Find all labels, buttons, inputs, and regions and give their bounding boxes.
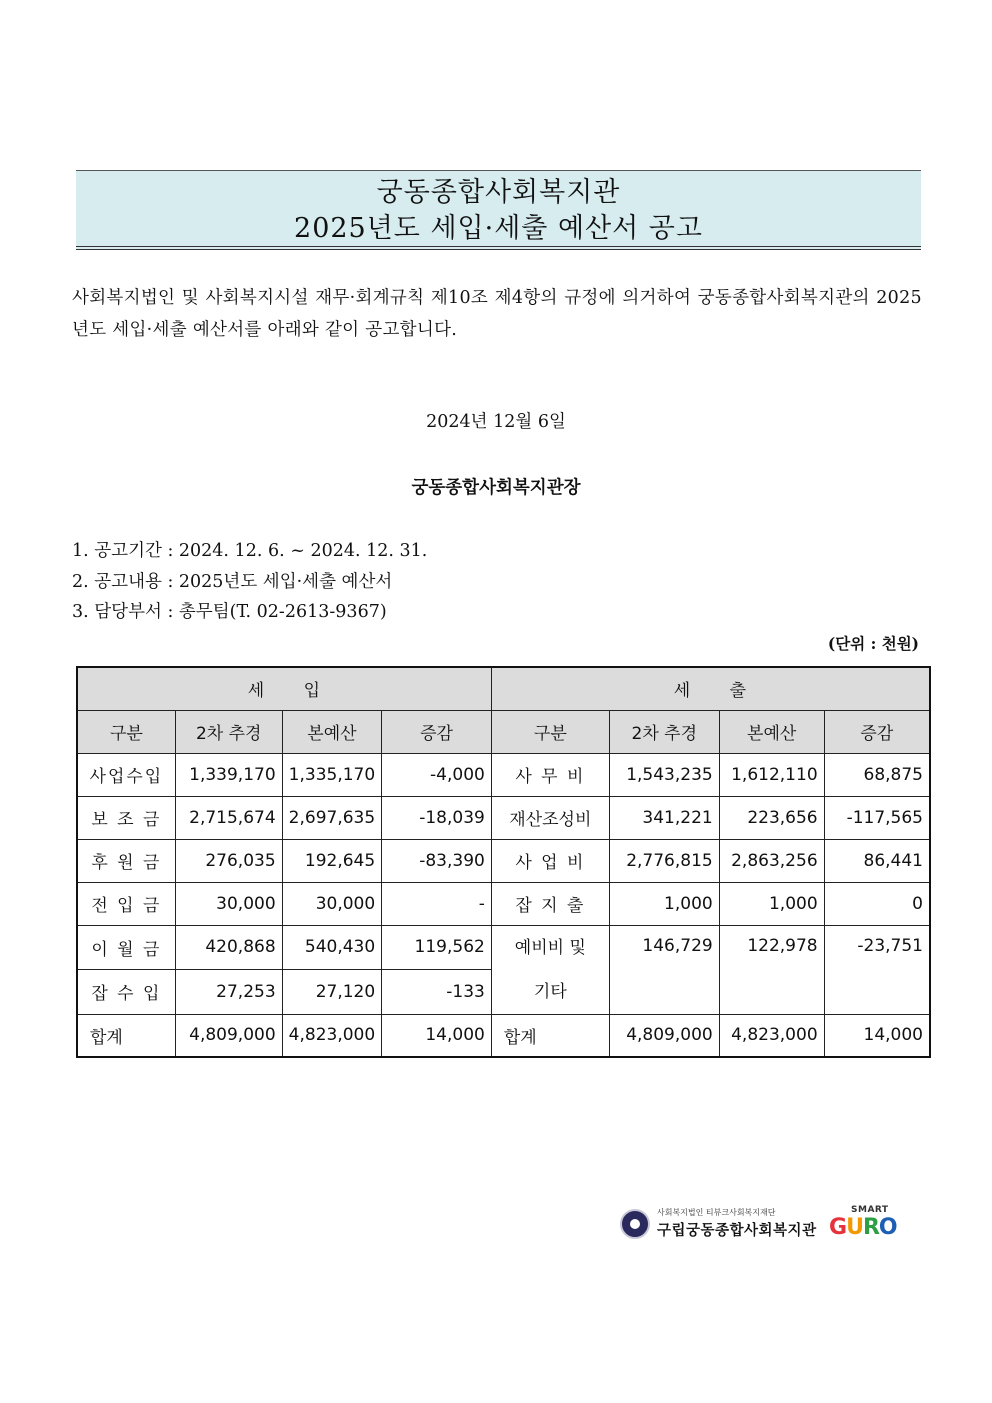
- col-income-diff: 증감: [382, 710, 492, 753]
- item-department: 3. 담당부서 : 총무팀(T. 02-2613-9367): [72, 602, 387, 622]
- income-diff: -18,039: [382, 796, 492, 839]
- income-diff: -83,390: [382, 839, 492, 882]
- table-row: [77, 882, 930, 925]
- announcement-date: 2024년 12월 6일: [426, 412, 566, 432]
- col-income-original: 본예산: [282, 710, 382, 753]
- total-row: [77, 1014, 930, 1057]
- income-original: 30,000: [282, 882, 382, 925]
- income-diff: -133: [382, 970, 492, 1015]
- budget-table: [76, 666, 931, 1058]
- expense-diff: 68,875: [824, 753, 930, 796]
- organization-logo: [620, 1205, 895, 1245]
- expense-original: 122,978: [719, 925, 824, 1014]
- expense-diff: -117,565: [824, 796, 930, 839]
- logo-guro-text: [829, 1215, 897, 1240]
- income-original: 1,335,170: [282, 753, 382, 796]
- intro-paragraph: 사회복지법인 및 사회복지시설 재무·회계규칙 제10조 제4항의 규정에 의거하여 궁동종합사회복지관의 2025년도 세입·세출 예산서를 아래와 같이 공고합니다.: [72, 288, 922, 340]
- expense-original: 1,612,110: [719, 753, 824, 796]
- expense-revised: 2,776,815: [609, 839, 719, 882]
- logo-guro-letter: O: [878, 1215, 897, 1240]
- table-row: [77, 839, 930, 882]
- logo-guro-letter: U: [846, 1215, 863, 1240]
- expense-total-revised: 4,809,000: [609, 1014, 719, 1057]
- income-revised: 30,000: [175, 882, 282, 925]
- title-box: [76, 170, 921, 250]
- logo-foundation-text: 사회복지법인 티뷰크사회복지재단: [657, 1208, 776, 1217]
- title-main: 2025년도 세입·세출 예산서 공고: [294, 213, 703, 244]
- income-original: 2,697,635: [282, 796, 382, 839]
- expense-label: 사 무 비: [491, 753, 609, 796]
- income-original: 540,430: [282, 925, 382, 970]
- foundation-seal-icon: [620, 1209, 650, 1239]
- expense-original: 223,656: [719, 796, 824, 839]
- income-total-revised: 4,809,000: [175, 1014, 282, 1057]
- logo-smart-text: SMART: [851, 1205, 889, 1215]
- logo-guro-letter: G: [829, 1215, 847, 1240]
- income-label: 사업수입: [77, 753, 175, 796]
- col-expense-original: 본예산: [719, 710, 824, 753]
- expense-label: 사 업 비: [491, 839, 609, 882]
- expense-diff: -23,751: [824, 925, 930, 1014]
- income-revised: 2,715,674: [175, 796, 282, 839]
- expense-total-diff: 14,000: [824, 1014, 930, 1057]
- logo-guro-letter: R: [862, 1215, 879, 1240]
- income-total-original: 4,823,000: [282, 1014, 382, 1057]
- expense-total-label: 합계: [491, 1014, 609, 1057]
- col-expense-category: 구분: [491, 710, 609, 753]
- income-revised: 1,339,170: [175, 753, 282, 796]
- col-expense-diff: 증감: [824, 710, 930, 753]
- income-label: 보 조 금: [77, 796, 175, 839]
- expense-revised: 146,729: [609, 925, 719, 1014]
- expense-diff: 0: [824, 882, 930, 925]
- table-row: [77, 925, 930, 970]
- col-expense-revised: 2차 추경: [609, 710, 719, 753]
- expense-label: 잡 지 출: [491, 882, 609, 925]
- table-row: [77, 796, 930, 839]
- income-revised: 276,035: [175, 839, 282, 882]
- income-diff: -4,000: [382, 753, 492, 796]
- income-header: 세 입: [77, 667, 491, 710]
- income-diff: -: [382, 882, 492, 925]
- expense-label-reserve-b: 기타: [533, 981, 567, 1002]
- expense-label-reserve: [491, 925, 609, 1014]
- income-revised: 420,868: [175, 925, 282, 970]
- income-original: 192,645: [282, 839, 382, 882]
- income-revised: 27,253: [175, 970, 282, 1015]
- income-original: 27,120: [282, 970, 382, 1015]
- table-row: [77, 753, 930, 796]
- income-total-label: 합계: [77, 1014, 175, 1057]
- income-total-diff: 14,000: [382, 1014, 492, 1057]
- expense-revised: 1,543,235: [609, 753, 719, 796]
- expense-total-original: 4,823,000: [719, 1014, 824, 1057]
- expense-original: 1,000: [719, 882, 824, 925]
- title-org: 궁동종합사회복지관: [376, 177, 621, 208]
- unit-label: (단위 : 천원): [827, 634, 919, 653]
- expense-label: 재산조성비: [491, 796, 609, 839]
- income-label: 잡 수 입: [77, 970, 175, 1015]
- income-label: 전 입 금: [77, 882, 175, 925]
- income-label: 이 월 금: [77, 925, 175, 970]
- item-period: 1. 공고기간 : 2024. 12. 6. ~ 2024. 12. 31.: [72, 541, 428, 561]
- income-diff: 119,562: [382, 925, 492, 970]
- expense-header: 세 출: [491, 667, 930, 710]
- expense-diff: 86,441: [824, 839, 930, 882]
- logo-center-name: 구립궁동종합사회복지관: [657, 1223, 817, 1239]
- income-label: 후 원 금: [77, 839, 175, 882]
- expense-revised: 1,000: [609, 882, 719, 925]
- expense-original: 2,863,256: [719, 839, 824, 882]
- organization-head: 궁동종합사회복지관장: [411, 478, 581, 498]
- expense-revised: 341,221: [609, 796, 719, 839]
- expense-label-reserve-a: 예비비 및: [514, 937, 586, 958]
- announcement-items: [72, 536, 427, 628]
- item-content: 2. 공고내용 : 2025년도 세입·세출 예산서: [72, 571, 393, 592]
- col-income-category: 구분: [77, 710, 175, 753]
- col-income-revised: 2차 추경: [175, 710, 282, 753]
